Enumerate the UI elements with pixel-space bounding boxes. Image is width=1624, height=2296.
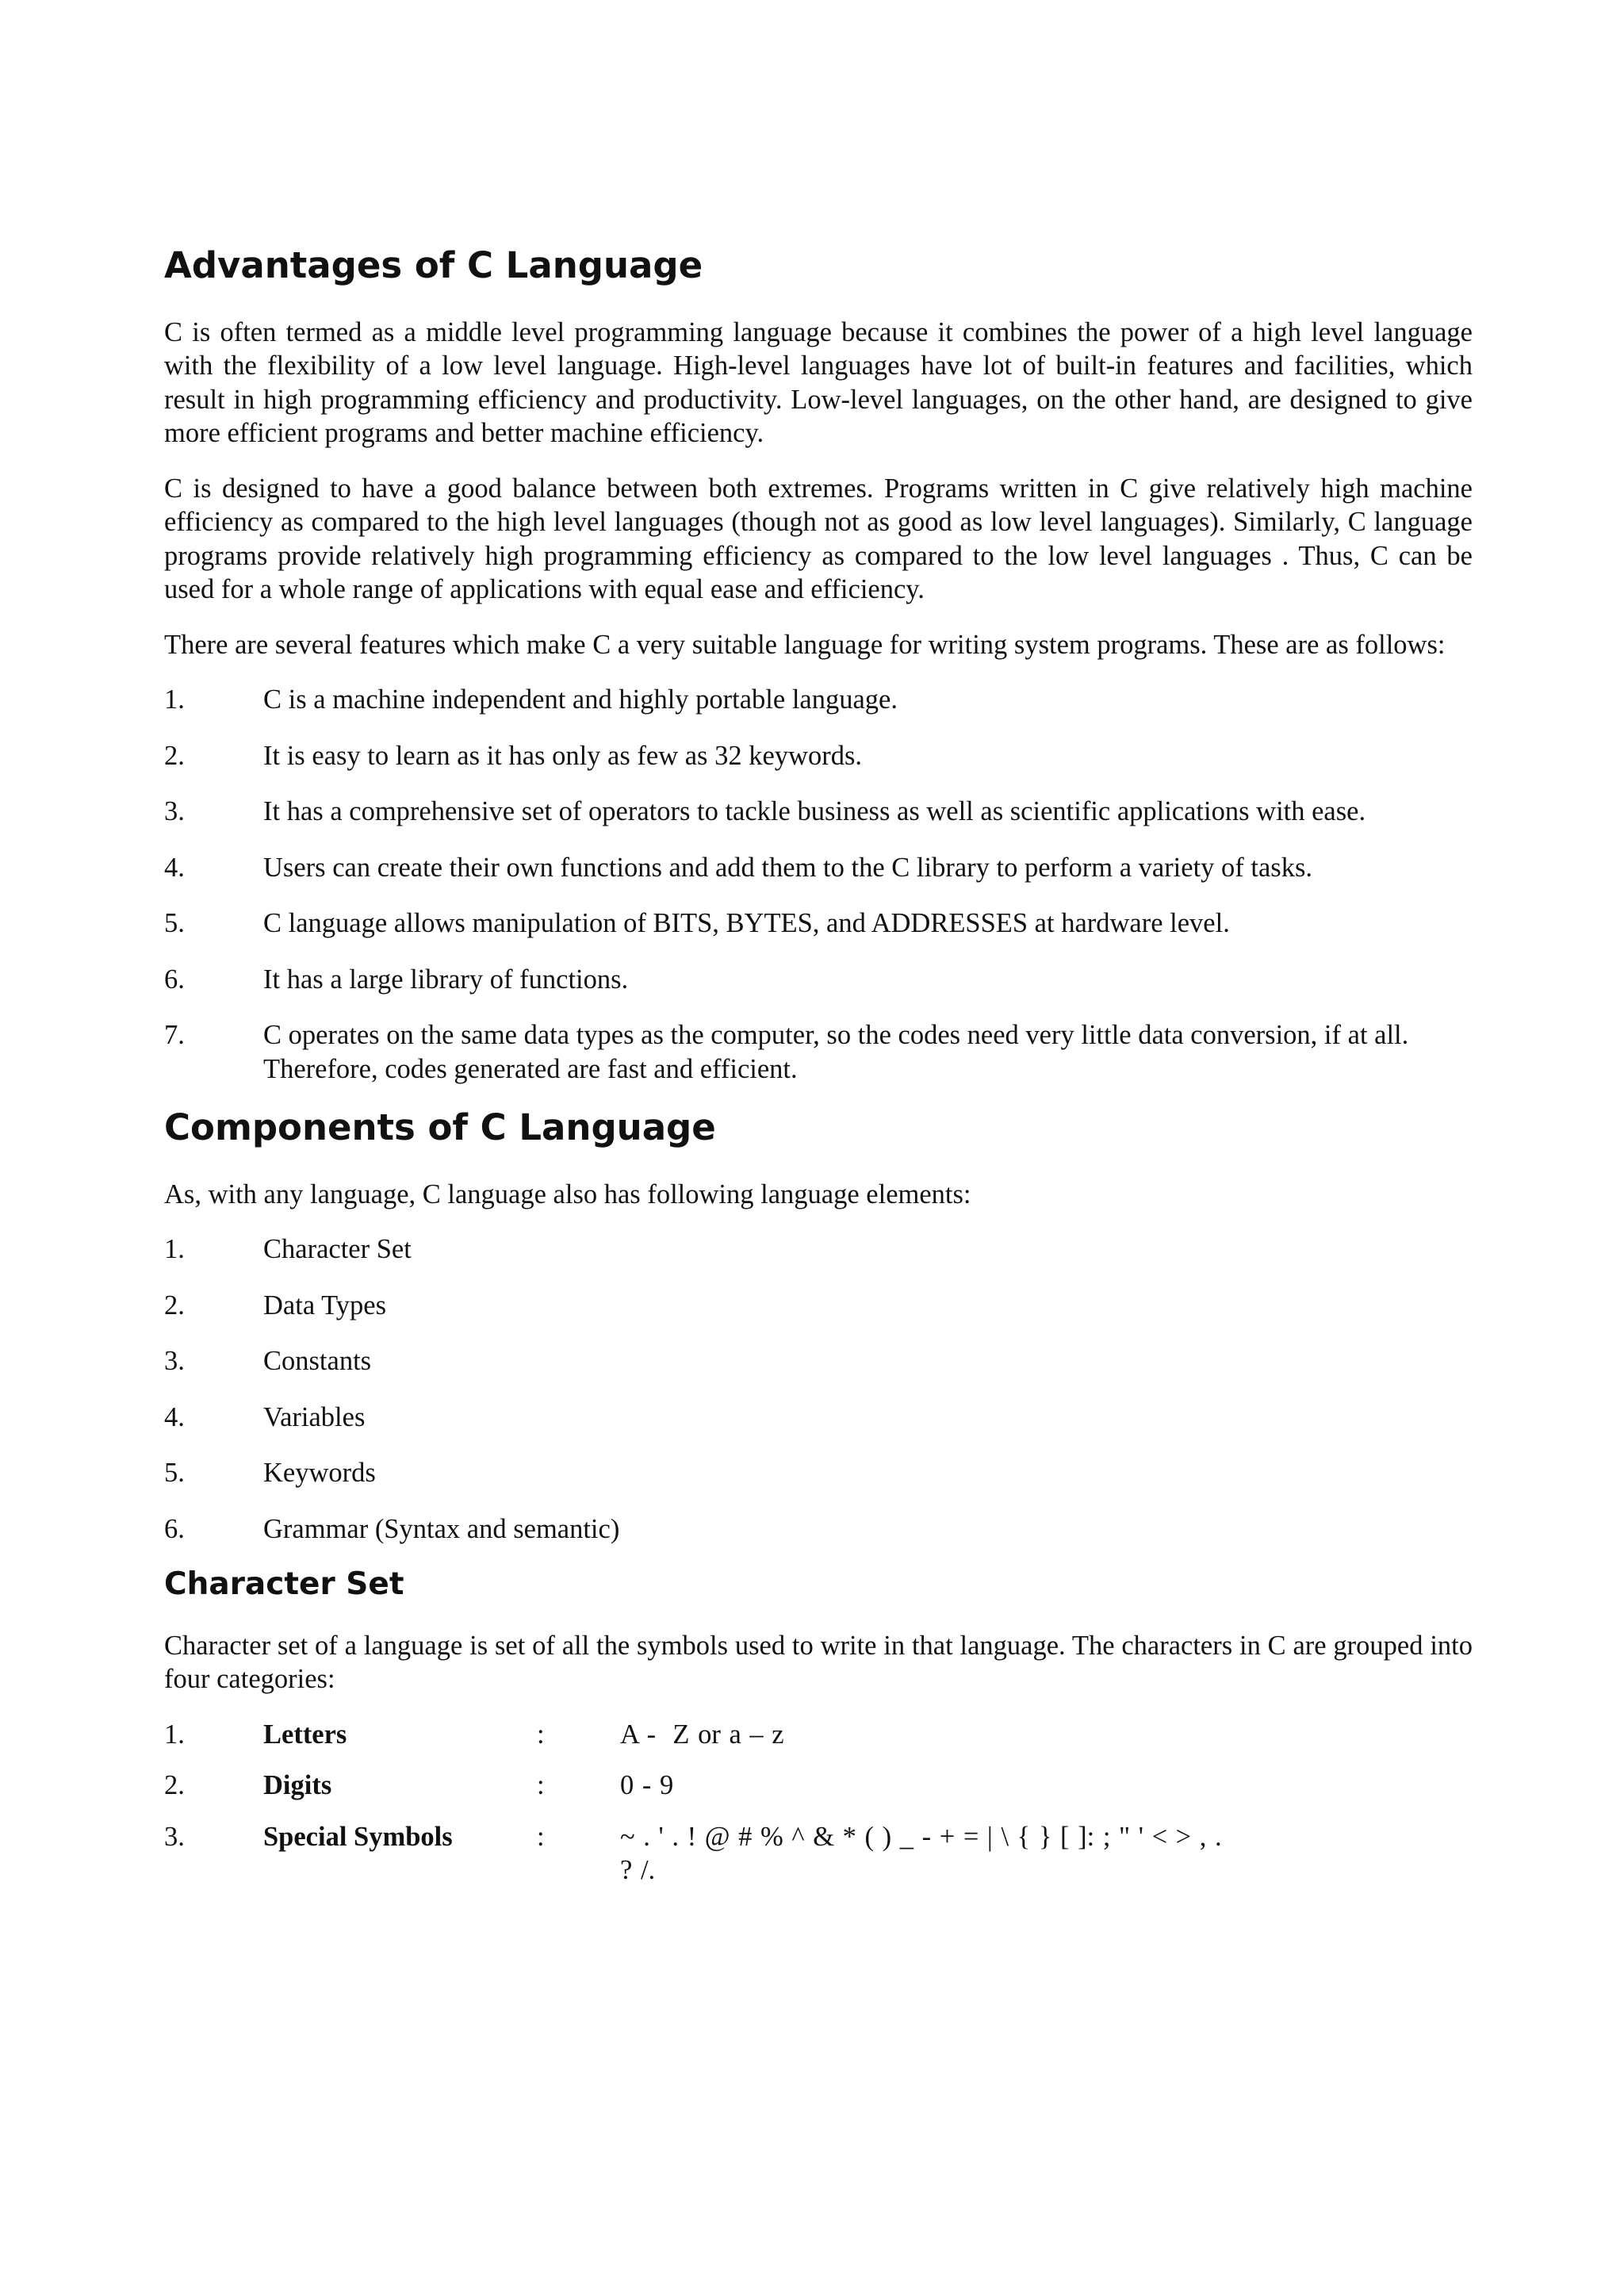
category-name: Special Symbols [263, 1821, 453, 1852]
list-item-text: Data Types [263, 1290, 387, 1320]
list-item-text: C operates on the same data types as the computer, so the codes need very little data conversion, if at all. Therefore, codes generated are fast and efficient. [263, 1020, 1409, 1084]
category-separator: : [537, 1770, 545, 1801]
list-item-number: 4. [164, 1401, 185, 1432]
list-item-text: It is easy to learn as it has only as few as 32 keywords. [263, 740, 862, 771]
list-item-number: 1. [164, 684, 185, 715]
list-item-text: C language allows manipulation of BITS, BYTES, and ADDRESSES at hardware level. [263, 908, 1230, 938]
list-item [164, 1289, 1473, 1323]
list-item [164, 963, 1473, 997]
list-item-text: C is a machine independent and highly portable language. [263, 684, 898, 715]
list-item [164, 739, 1473, 773]
page-content [164, 246, 1473, 1905]
category-separator: : [537, 1719, 545, 1750]
category-value: 0 - 9 [620, 1770, 674, 1801]
character-set-section [164, 1568, 1473, 1888]
list-item-number: 5. [164, 908, 185, 938]
category-name: Letters [263, 1719, 347, 1750]
list-item-text: It has a large library of functions. [263, 964, 629, 995]
list-item [164, 1018, 1473, 1086]
advantages-paragraph-2: C is designed to have a good balance between both extremes. Programs written in C give relatively high machine efficiency as compared to the high level languages (though not as good as low level languages). Similarly, C language programs provide relatively high programming efficiency as compared to the low level languages . Thus, C can be used for a whole range of applications with equal ease and efficiency. [164, 473, 1473, 604]
list-item [164, 1512, 1473, 1547]
list-item-number: 2. [164, 740, 185, 771]
list-item [164, 795, 1473, 829]
list-item [164, 1820, 1473, 1888]
list-item [164, 907, 1473, 941]
category-separator: : [537, 1821, 545, 1852]
list-item-number: 3. [164, 1821, 185, 1852]
list-item [164, 1232, 1473, 1267]
list-item [164, 1456, 1473, 1490]
list-item-number: 6. [164, 1513, 185, 1544]
list-item [164, 1718, 1473, 1752]
list-item-number: 1. [164, 1234, 185, 1264]
advantages-section [164, 246, 1473, 1086]
list-item-number: 3. [164, 1346, 185, 1376]
list-item-number: 5. [164, 1458, 185, 1488]
advantages-paragraph-3: There are several features which make C a very suitable language for writing system programs. These are as follows: [164, 629, 1446, 660]
character-categories-list [164, 1718, 1473, 1888]
list-item-number: 7. [164, 1020, 185, 1050]
category-value: ~ . ' . ! @ # % ^ & * ( ) _ - + = | \ { } [ ]: ; " ' < > , . ? /. [620, 1821, 1231, 1886]
list-item-number: 3. [164, 796, 185, 826]
components-list [164, 1232, 1473, 1546]
list-item-number: 4. [164, 852, 185, 883]
list-item-number: 2. [164, 1290, 185, 1320]
character-set-intro: Character set of a language is set of all the symbols used to write in that language. The characters in C are grouped into four categories: [164, 1630, 1473, 1695]
list-item [164, 1344, 1473, 1378]
category-value: A - Z or a – z [620, 1719, 784, 1750]
advantages-heading: Advantages of C Language [164, 244, 703, 286]
components-section [164, 1108, 1473, 1546]
list-item-number: 2. [164, 1770, 185, 1801]
list-item [164, 1401, 1473, 1435]
list-item-text: Grammar (Syntax and semantic) [263, 1513, 620, 1544]
character-set-heading: Character Set [164, 1566, 404, 1602]
list-item-number: 6. [164, 964, 185, 995]
list-item-number: 1. [164, 1719, 185, 1750]
list-item-text: It has a comprehensive set of operators to tackle business as well as scientific applications with ease. [263, 796, 1366, 826]
list-item [164, 851, 1473, 885]
list-item-text: Users can create their own functions and add them to the C library to perform a variety of tasks. [263, 852, 1313, 883]
advantages-paragraph-1: C is often termed as a middle level programming language because it combines the power of a high level language with the flexibility of a low level language. High-level languages have lot of built-in features and facilities, which result in high programming efficiency and productivity. Low-level languages, on the other hand, are designed to give more efficient programs and better machine efficiency. [164, 316, 1473, 448]
category-name: Digits [263, 1770, 332, 1801]
list-item [164, 1769, 1473, 1803]
list-item-text: Keywords [263, 1458, 376, 1488]
components-heading: Components of C Language [164, 1106, 716, 1148]
list-item-text: Character Set [263, 1234, 412, 1264]
components-intro: As, with any language, C language also has following language elements: [164, 1179, 971, 1209]
list-item-text: Variables [263, 1401, 366, 1432]
list-item-text: Constants [263, 1346, 372, 1376]
list-item [164, 683, 1473, 717]
advantages-list [164, 683, 1473, 1086]
